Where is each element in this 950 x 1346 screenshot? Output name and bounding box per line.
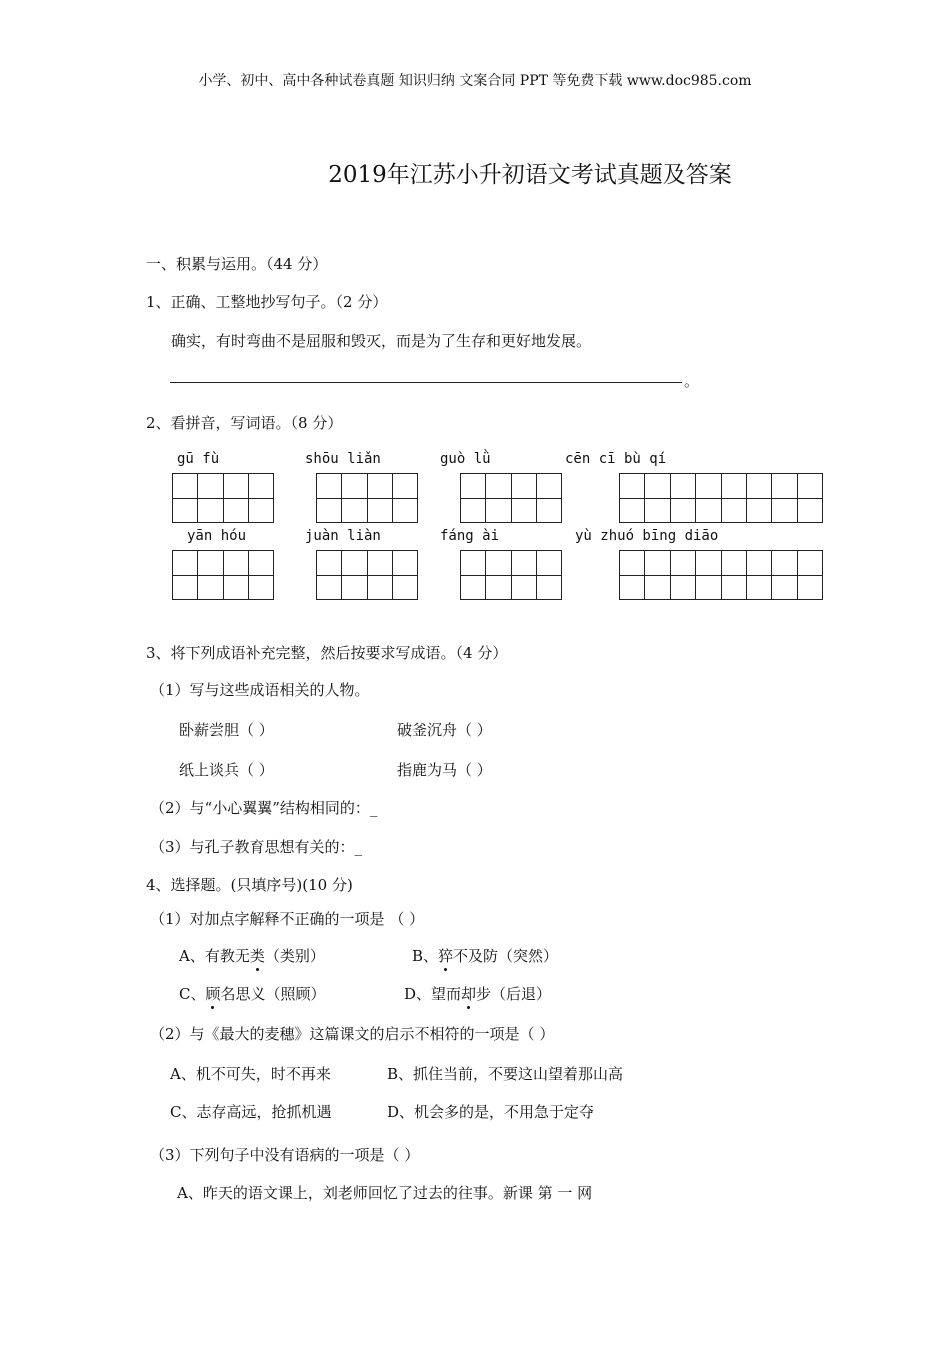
writing-grid-gufu[interactable]: [172, 473, 274, 523]
idiom-zhishangtanbing: 纸上谈兵（ ）: [179, 761, 274, 779]
pinyin-juanlian: juàn liàn: [305, 528, 381, 544]
writing-grid-guolv[interactable]: [460, 473, 562, 523]
writing-grid-juanlian[interactable]: [316, 550, 418, 600]
option-text: 步（后退）: [476, 985, 552, 1003]
option-text: 不及防（突然）: [453, 947, 559, 965]
writing-grid-cencibuqi[interactable]: [619, 473, 823, 523]
q4-s1-option-c[interactable]: [179, 983, 326, 1004]
q2-prompt: 2、看拼音，写词语。（8 分）: [146, 414, 343, 432]
q4-s2-option-a[interactable]: A、机不可失，时不再来: [170, 1065, 331, 1083]
q4-s2-option-b[interactable]: B、抓住当前，不要这山望着那山高: [387, 1065, 624, 1083]
q1-line-period: 。: [684, 372, 700, 390]
q1-answer-line[interactable]: [170, 382, 682, 383]
pinyin-guolv: guò lǜ: [440, 451, 491, 467]
q4-s2-option-c[interactable]: C、志存高远，抢抓机遇: [170, 1103, 332, 1121]
q3-sub2: （2）与“小心翼翼”结构相同的：_: [150, 799, 378, 817]
pinyin-yanhou: yān hóu: [187, 528, 247, 544]
q4-s2-stem: （2）与《最大的麦穗》这篇课文的启示不相符的一项是（ ）: [150, 1025, 555, 1043]
idiom-zhiluweima: 指鹿为马（ ）: [397, 761, 492, 779]
writing-grid-shoulian[interactable]: [316, 473, 418, 523]
q4-s1-option-d[interactable]: [404, 983, 551, 1004]
option-text: C、: [179, 985, 206, 1003]
option-text: 名思义（照顾）: [220, 985, 326, 1003]
section-heading: 一、积累与运用。（44 分）: [146, 255, 328, 273]
q3-sub3: （3）与孔子教育思想有关的：_: [150, 838, 363, 856]
q4-s3-option-a[interactable]: A、昨天的语文课上，刘老师回忆了过去的往事。新课 第 一 网: [177, 1184, 593, 1202]
pinyin-gufu: gū fù: [177, 451, 220, 467]
option-text: B、: [412, 947, 439, 965]
page-header: 小学、初中、高中各种试卷真题 知识归纳 文案合同 PPT 等免费下载 www.doc985.com: [198, 73, 752, 89]
idiom-woxinchangdan: 卧薪尝胆（ ）: [179, 721, 274, 739]
pinyin-shoulian: shōu liǎn: [305, 451, 381, 467]
dotted-char: 却: [461, 985, 477, 1003]
q4-s1-option-b[interactable]: [412, 945, 558, 966]
page-title: 2019年江苏小升初语文考试真题及答案: [328, 162, 732, 188]
option-text: D、望而: [404, 985, 462, 1003]
q3-sub1: （1）写与这些成语相关的人物。: [150, 681, 370, 699]
pinyin-yuzhuobingdiao: yù zhuó bīng diāo: [575, 528, 719, 544]
pinyin-cencibuqi: cēn cī bù qí: [565, 451, 667, 467]
q4-s1-stem: （1）对加点字解释不正确的一项是 （ ）: [150, 910, 425, 928]
q4-prompt: 4、选择题。(只填序号)(10 分): [146, 876, 353, 894]
dotted-char: 类: [249, 947, 265, 965]
q4-s3-stem: （3）下列句子中没有语病的一项是（ ）: [150, 1146, 420, 1164]
option-text: A、有教无: [179, 947, 250, 965]
q4-s2-option-d[interactable]: D、机会多的是，不用急于定夺: [387, 1103, 595, 1121]
dotted-char: 顾: [205, 985, 221, 1003]
q1-prompt: 1、正确、工整地抄写句子。（2 分）: [146, 293, 388, 311]
q4-s1-option-a[interactable]: [179, 945, 325, 966]
idiom-pofuchenzhou: 破釜沉舟（ ）: [397, 721, 492, 739]
writing-grid-yanhou[interactable]: [172, 550, 274, 600]
q3-prompt: 3、将下列成语补充完整，然后按要求写成语。（4 分）: [146, 644, 508, 662]
pinyin-fangai: fáng ài: [440, 528, 500, 544]
q1-sentence: 确实，有时弯曲不是屈服和毁灭，而是为了生存和更好地发展。: [171, 332, 592, 350]
writing-grid-yuzhuobingdiao[interactable]: [619, 550, 823, 600]
option-text: （类别）: [264, 947, 325, 965]
dotted-char: 猝: [438, 947, 454, 965]
writing-grid-fangai[interactable]: [460, 550, 562, 600]
